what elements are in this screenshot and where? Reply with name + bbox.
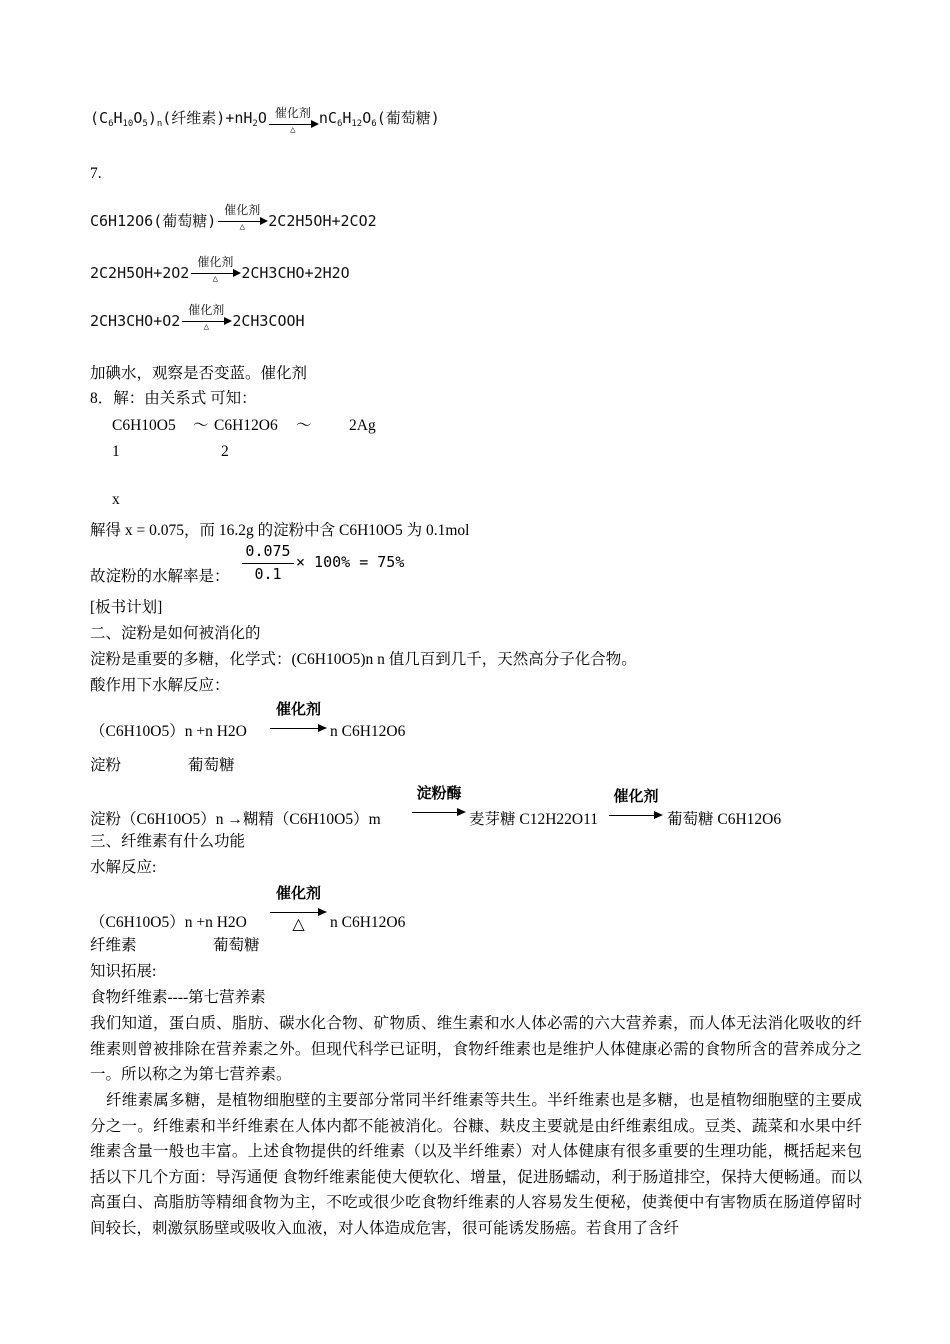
catalyst-label: 催化剂 (275, 700, 321, 718)
heat-symbol: △ (212, 274, 219, 284)
fraction-denominator: 0.1 (254, 565, 282, 583)
paragraph-2: 纤维素属多糖，是植物细胞壁的主要部分常同半纤维素等共生。半纤维素也是多糖，也是植物细胞壁的主要成分之一。纤维素和半纤维素在人体内都不能被消化。谷糠、麸皮主要就是由纤维素组成。豆类、蔬菜和水果中纤维素含量一般也丰富。上述食物提供的纤维素（以及半纤维素）对人体健康有很多重要的生理功能，概括起来包括以下几个方面：导泻通便 食物纤维素能使大便软化、增量，促进肠蠕动，利于肠道排空，保持大便畅通。而以高蛋白、高脂肪等精细食物为主，不吃或很少吃食物纤维素的人容易发生便秘，使粪便中有害物质在肠道停留时间较长，刺激氛肠壁或吸收入血液，对人体造成危害，很可能诱发肠癌。若食用了含纤 (90, 1092, 862, 1237)
eq-rhs: 2CH3CHO+2H2O (241, 264, 350, 282)
acetaldehyde-oxidation-equation (90, 303, 305, 332)
relation-tilde-1: ～ (193, 417, 209, 434)
relation-formula-c: 2Ag (349, 417, 376, 434)
starch-definition: 淀粉是重要的多糖，化学式：(C6H10O5)n n 值几百到几千，天然高分子化合物。 (90, 651, 637, 668)
section-2-title: 二、淀粉是如何被消化的 (90, 625, 261, 642)
eq-sub: 6 (371, 119, 377, 129)
reaction-arrow (270, 700, 327, 740)
eq-sub: 5 (142, 119, 148, 129)
eq-sub: 10 (122, 119, 134, 129)
eq-text: O (133, 109, 143, 127)
relation-formula-b: C6H12O6 (214, 417, 278, 434)
eq-rhs: 2CH3COOH (232, 312, 305, 330)
question-7-label: 7. (90, 165, 102, 182)
starch-hydrolysis-lhs: （C6H10O5）n +n H2O (90, 723, 247, 740)
knowledge-extension-label: 知识拓展: (90, 963, 157, 980)
eq-lhs: C6H12O6(葡萄糖) (90, 212, 217, 230)
solve-line: 解得 x = 0.075，而 16.2g 的淀粉中含 C6H10O5 为 0.1mol (90, 522, 470, 539)
eq-text: (C (90, 109, 109, 127)
eq-text: (葡萄糖) (376, 109, 440, 127)
fraction-bar (242, 563, 294, 564)
relation-formula-a: C6H10O5 (112, 417, 176, 434)
catalyst-label: 催化剂 (188, 303, 225, 317)
enzyme-label: 淀粉酶 (416, 784, 462, 802)
eq-text: ) (147, 109, 157, 127)
name-cellulose: 纤维素 (90, 937, 137, 954)
cellulose-hydrolysis-lhs: （C6H10O5）n +n H2O (90, 914, 247, 931)
eq-rhs: 2C2H5OH+2CO2 (268, 212, 377, 230)
catalyst-label: 催化剂 (613, 787, 659, 805)
eq-text: O (362, 109, 372, 127)
relation-coef-1: 1 (112, 443, 120, 460)
catalyst-label: 催化剂 (197, 255, 234, 269)
reaction-arrow (180, 303, 232, 332)
catalyst-label: 催化剂 (274, 106, 311, 120)
hydrolysis-label: 水解反应: (90, 859, 157, 876)
name-glucose-2: 葡萄糖 (213, 937, 260, 954)
heat-symbol: △ (239, 222, 245, 232)
cellulose-hydrolysis-equation (90, 108, 440, 134)
fraction-numerator: 0.075 (245, 542, 291, 560)
cellulose-hydrolysis-rhs: n C6H12O6 (330, 914, 406, 931)
heat-symbol: △ (203, 322, 210, 332)
ethanol-oxidation-equation (90, 255, 350, 284)
eq-lhs: 2CH3CHO+O2 (90, 312, 181, 330)
hydrolysis-rate-label: 故淀粉的水解率是： (90, 568, 230, 585)
eq-sub: 2 (252, 119, 258, 129)
reaction-arrow (216, 203, 268, 232)
paragraph-1: 我们知道，蛋白质、脂肪、碳水化合物、矿物质、维生素和水人体必需的六大营养素，而人体无法消化吸收的纤维素则曾被排除在营养素之外。但现代科学已证明，食物纤维素也是维护人体健康必需的食物所含的营养成分之一。所以称之为第七营养素。 (90, 1015, 862, 1083)
starch-hydrolysis-rhs: n C6H12O6 (330, 723, 406, 740)
board-plan-heading: [板书计划] (90, 599, 163, 616)
eq-sub: n (156, 119, 163, 129)
name-glucose: 葡萄糖 (188, 757, 235, 774)
name-starch: 淀粉 (90, 757, 122, 774)
heat-symbol: △ (292, 916, 305, 933)
relation-x: x (112, 491, 120, 508)
eq-text: H (113, 109, 123, 127)
eq-text: O (257, 109, 267, 127)
enzyme-arrow (412, 784, 466, 824)
heat-symbol: △ (290, 125, 296, 135)
acid-hydrolysis-label: 酸作用下水解反应： (90, 677, 230, 694)
relation-tilde-2: ～ (296, 417, 312, 434)
reaction-arrow (270, 884, 327, 933)
reaction-arrow (609, 787, 663, 827)
eq-text: nC (318, 109, 337, 127)
eq-text: (纤维素)+nH (162, 109, 253, 127)
eq-lhs: 2C2H5OH+2O2 (90, 264, 190, 282)
glucose-product: 葡萄糖 C6H12O6 (667, 811, 782, 828)
question-8-label: 8．解：由关系式 可知： (90, 390, 257, 407)
fiber-title: 食物纤维素----第七营养素 (90, 989, 266, 1006)
fermentation-equation (90, 203, 377, 232)
reaction-arrow (267, 106, 319, 135)
eq-sub: 12 (351, 119, 363, 129)
fraction-result: × 100% = 75% (296, 553, 405, 571)
reaction-arrow (189, 255, 241, 284)
eq-sub: 6 (336, 119, 343, 129)
eq-sub: 6 (108, 119, 114, 129)
iodine-test-line: 加碘水，观察是否变蓝。催化剂 (90, 365, 308, 382)
catalyst-label: 催化剂 (275, 884, 321, 902)
maltose: 麦芽糖 C12H22O11 (469, 811, 599, 828)
relation-coef-2: 2 (221, 443, 229, 460)
catalyst-label: 催化剂 (224, 203, 261, 217)
eq-text: H (342, 109, 352, 127)
section-3-title: 三、纤维素有什么功能 (90, 833, 246, 850)
starch-to-dextrin: 淀粉（C6H10O5）n →糊精（C6H10O5）m (90, 811, 381, 828)
